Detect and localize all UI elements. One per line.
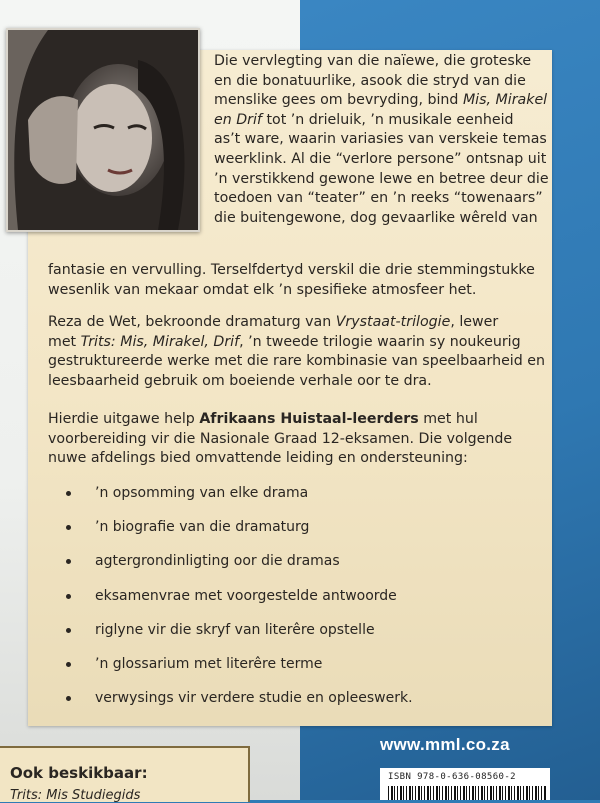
- also-available-title: Ook beskikbaar:: [10, 764, 148, 782]
- list-item-text: eksamenvrae met voorgestelde antwoorde: [95, 587, 397, 604]
- intro-paragraph-cont: [48, 261, 535, 300]
- list-item-text: agtergrondinligting oor die dramas: [95, 553, 340, 570]
- list-item-text: riglyne vir die skryf van literêre opstelle: [95, 621, 375, 638]
- intro-line-text: menslike gees om bevryding, bind: [214, 92, 459, 109]
- intro-paragraph: [214, 52, 549, 228]
- intro-line: fantasie en vervulling. Terselfdertyd verskil die drie stemmingstukke: [48, 262, 535, 278]
- author-line: [48, 313, 545, 333]
- intro-line: toedoen van “teater” en ’n reeks “towenaars”: [214, 190, 543, 207]
- intro-line: die buitengewone, dog gevaarlike wêreld van: [214, 209, 538, 226]
- intro-line: weerklink. Al die “verlore persone” ontsnap uit: [214, 150, 547, 167]
- intro-line: en die bonatuurlike, asook die stryd van die: [214, 72, 526, 89]
- list-item-text: verwysings vir verdere studie en opleeswerk.: [95, 690, 413, 707]
- edition-line: [48, 410, 512, 430]
- bullet-icon: [66, 696, 71, 701]
- edition-line: nuwe afdelings bied omvattende leiding en ondersteuning:: [48, 450, 468, 467]
- edition-paragraph: [48, 410, 512, 469]
- list-item-text: ’n opsomming van elke drama: [95, 485, 309, 501]
- bullet-icon: [66, 662, 71, 667]
- vrystaat-title: Vrystaat-trilogie: [335, 314, 451, 330]
- intro-line: Die vervlegting van die naïewe, die groteske: [214, 53, 532, 69]
- list-item: [66, 517, 413, 551]
- barcode: [388, 786, 546, 800]
- text: met hul: [418, 411, 478, 427]
- isbn-number: ISBN 978-0-636-08560-2: [388, 772, 517, 782]
- list-item-text: ’n glossarium met literêre terme: [95, 655, 323, 672]
- trilogy-title-cont: en Drif: [214, 111, 262, 128]
- publisher-website: www.mml.co.za: [380, 735, 510, 754]
- trilogy-title: Mis, Mirakel: [462, 92, 548, 109]
- author-line: gestruktureerde werke met die rare kombinasie van speelbaarheid en: [48, 353, 545, 370]
- text: , lewer: [450, 314, 499, 330]
- text: Reza de Wet, bekroonde dramaturg van: [48, 314, 336, 330]
- text: Hierdie uitgawe help: [48, 411, 200, 427]
- author-paragraph: [48, 313, 545, 391]
- author-line: leesbaarheid gebruik om boeiende verhale oor te dra.: [48, 372, 432, 389]
- list-item: [66, 620, 413, 654]
- list-item: [66, 654, 413, 688]
- intro-line: wesenlik van mekaar omdat elk ’n spesifieke atmosfeer het.: [48, 281, 477, 298]
- bullet-icon: [66, 628, 71, 633]
- intro-line: as’t ware, waarin variasies van verskeie temas: [214, 131, 547, 148]
- intro-line-text: tot ’n drieluik, ’n musikale eenheid: [266, 111, 514, 128]
- intro-line: [214, 91, 549, 111]
- author-line: [48, 333, 545, 353]
- text: , ’n tweede trilogie waarin sy noukeurig: [239, 333, 521, 350]
- bullet-icon: [66, 559, 71, 564]
- bullet-icon: [66, 491, 71, 496]
- author-photo: [6, 28, 200, 232]
- list-item-text: ’n biografie van die dramaturg: [95, 519, 310, 536]
- features-list: [66, 483, 413, 722]
- list-item: [66, 688, 413, 722]
- text: met: [48, 333, 81, 350]
- list-item: [66, 586, 413, 620]
- edition-line: voorbereiding vir die Nasionale Graad 12-eksamen. Die volgende: [48, 430, 513, 447]
- intro-line: ’n verstikkend gewone lewe en betree deur die: [214, 170, 549, 187]
- audience-label: Afrikaans Huistaal-leerders: [199, 411, 419, 427]
- bullet-icon: [66, 525, 71, 530]
- trits-title: Trits: Mis, Mirakel, Drif: [80, 333, 240, 350]
- bullet-icon: [66, 594, 71, 599]
- list-item: [66, 551, 413, 585]
- also-available-item: Trits: Mis Studiegids: [10, 788, 141, 803]
- list-item: [66, 483, 413, 517]
- intro-line: [214, 111, 549, 131]
